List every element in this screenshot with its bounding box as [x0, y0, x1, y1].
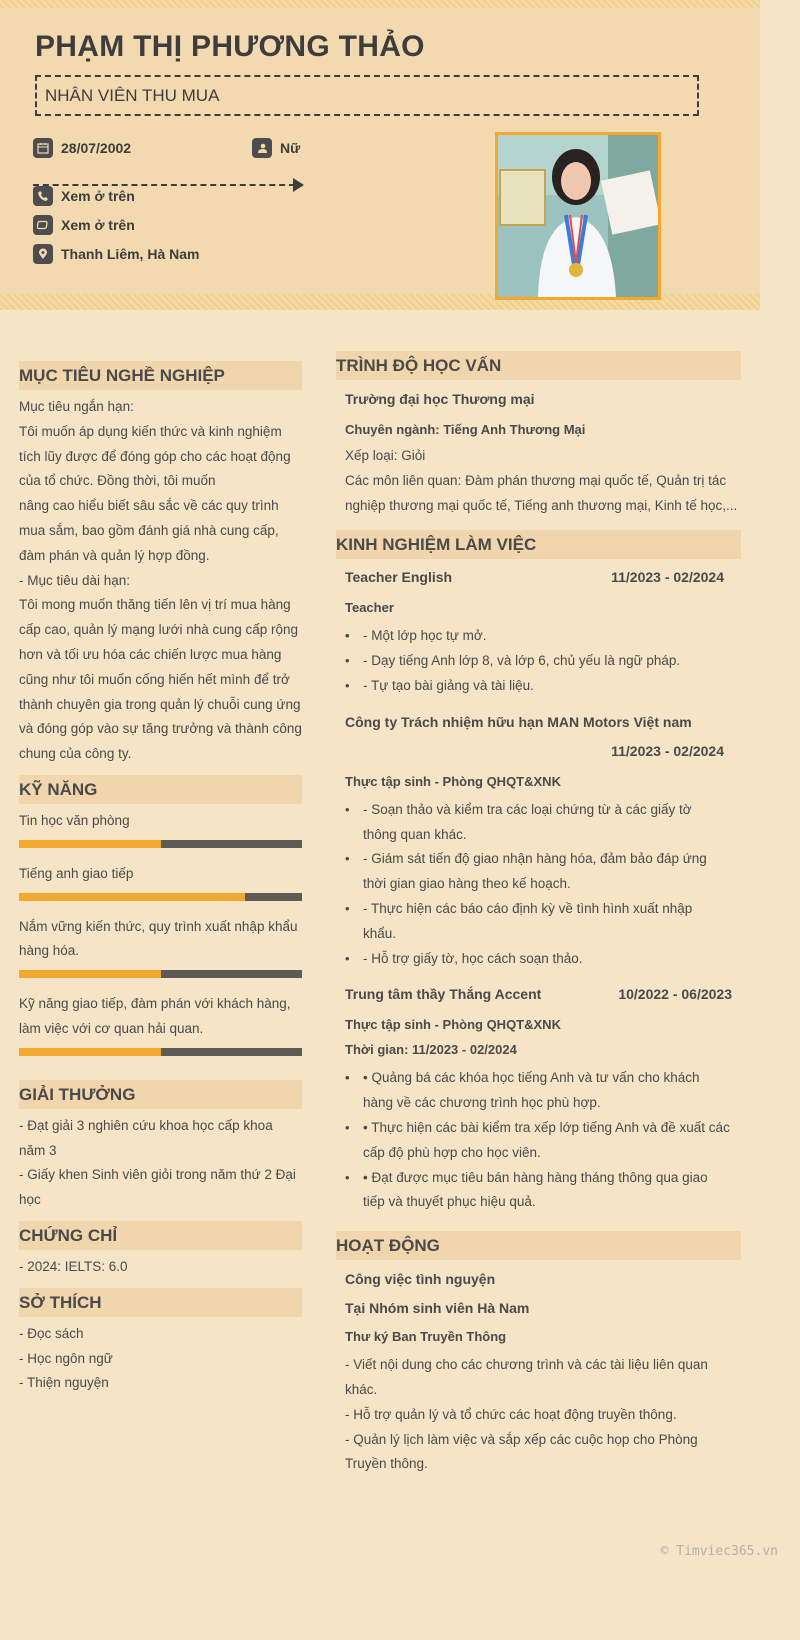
skill-bar-fill — [19, 1048, 161, 1056]
skill-bar — [19, 970, 302, 978]
education-title: TRÌNH ĐỘ HỌC VẤN — [336, 351, 741, 380]
activity-lines — [345, 1353, 724, 1477]
objective-line: - Mục tiêu dài hạn: — [19, 572, 131, 588]
skill-label: Kỹ năng giao tiếp, đàm phán với khách hàng, làm việc với cơ quan hải quan. — [19, 996, 291, 1036]
skill-bar-fill — [19, 893, 245, 901]
skill-bar-fill — [19, 970, 161, 978]
birthday-value: 28/07/2002 — [61, 140, 132, 156]
objective-line: và đóng góp vào sự tăng trưởng và thành công — [19, 721, 302, 737]
objective-line: Mục tiêu ngắn hạn: — [19, 399, 134, 414]
activity-line: - Hỗ trợ quản lý và tổ chức các hoạt động truyền thông. — [345, 1406, 677, 1422]
job-bullets — [345, 798, 724, 972]
job-bullets — [345, 624, 724, 698]
education-entry — [336, 388, 741, 518]
address-value: Thanh Liêm, Hà Nam — [61, 246, 200, 262]
job-bullets — [345, 1066, 732, 1215]
skill-bar — [19, 1048, 302, 1056]
job-bullet: • - Hỗ trợ giấy tờ, học cách soạn thảo. — [345, 947, 724, 972]
job-header — [345, 983, 732, 1005]
email-row — [33, 215, 135, 235]
job-header — [345, 566, 724, 588]
courses-line: Các môn liên quan: Đàm phán thương mại quốc tế, Quản trị tác — [345, 472, 727, 488]
activity-name: Công việc tình nguyện — [345, 1271, 496, 1288]
skill-label: Tiếng anh giao tiếp — [19, 865, 134, 881]
objective-text — [19, 395, 302, 767]
job-title: NHÂN VIÊN THU MUA — [35, 75, 699, 116]
skill-label: Tin học văn phòng — [19, 812, 130, 828]
activity-role: Thư ký Ban Truyền Thông — [345, 1329, 507, 1345]
objective-title: MỤC TIÊU NGHỀ NGHIỆP — [19, 361, 302, 390]
job-bullet: • - Soạn thảo và kiểm tra các loại chứng từ à các giấy tờ thông quan khác. — [345, 798, 724, 848]
hobby-item: - Học ngôn ngữ — [19, 1350, 113, 1366]
award-item: - Đạt giải 3 nghiên cứu khoa học cấp khoa năm 3 — [19, 1117, 273, 1158]
major: Chuyên ngành: Tiếng Anh Thương Mại — [345, 422, 586, 437]
job-date: 11/2023 - 02/2024 — [611, 742, 724, 759]
objective-line: đàm phán và quản lý hợp đồng. — [19, 547, 210, 563]
objective-line: thành chuyên gia trong quản lý chuỗi cung ứng — [19, 696, 301, 712]
gender-row — [252, 138, 300, 158]
job-role: Teacher — [345, 600, 394, 616]
company-name: Trung tâm thầy Thắng Accent — [345, 986, 542, 1003]
objective-line: của tổ chức. Đồng thời, tôi muốn — [19, 473, 216, 489]
activity-entry — [336, 1268, 741, 1477]
awards-title: GIẢI THƯỞNG — [19, 1080, 302, 1109]
job-bullet: • - Dạy tiếng Anh lớp 8, và lớp 6, chủ yếu là ngữ pháp. — [345, 649, 724, 674]
certificates-list — [19, 1255, 302, 1280]
location-icon — [33, 244, 53, 264]
job-role: Thực tập sinh - Phòng QHQT&XNK — [345, 1017, 561, 1033]
courses-line: nghiệp thương mại quốc tế, Tiếng anh thương mại, Kinh tế học,... — [345, 497, 738, 513]
job-date: 10/2022 - 06/2023 — [618, 986, 732, 1003]
header-panel — [0, 8, 760, 294]
objective-line: nâng cao hiểu biết sâu sắc về các quy trình — [19, 498, 279, 514]
skill-label: Nắm vững kiến thức, quy trình xuất nhập khẩu hàng hóa. — [19, 918, 298, 959]
divider-arrow-head — [293, 178, 304, 192]
job-role: Thực tập sinh - Phòng QHQT&XNK — [345, 773, 561, 789]
skills-list — [19, 809, 302, 1056]
job-time: Thời gian: 11/2023 - 02/2024 — [345, 1042, 517, 1058]
certificate-item: - 2024: IELTS: 6.0 — [19, 1258, 128, 1274]
skill-bar — [19, 893, 302, 901]
job-bullet: • - Giám sát tiến độ giao nhận hàng hóa, đảm bảo đáp ứng thời gian giao hàng theo kế hoạch. — [345, 847, 724, 897]
job-bullet: • • Đạt được mục tiêu bán hàng hàng tháng thông qua giao tiếp và thuyết phục hiệu quả. — [345, 1166, 732, 1216]
job-date: 11/2023 - 02/2024 — [611, 569, 724, 586]
email-value: Xem ở trên — [61, 217, 135, 233]
experience-title: KINH NGHIỆM LÀM VIỆC — [336, 530, 741, 559]
job-entry — [336, 566, 741, 698]
phone-icon — [33, 186, 53, 206]
activity-org: Tại Nhóm sinh viên Hà Nam — [345, 1300, 530, 1317]
job-bullet: • - Một lớp học tự mở. — [345, 624, 724, 649]
company-name: Công ty Trách nhiệm hữu hạn MAN Motors Việt nam — [345, 713, 692, 730]
hobbies-title: SỞ THÍCH — [19, 1288, 302, 1317]
grade: Xếp loại: Giỏi — [345, 448, 426, 463]
activity-line: - Quản lý lịch làm việc và sắp xếp các cuộc họp cho Phòng Truyền thông. — [345, 1431, 698, 1472]
hobby-item: - Thiện nguyện — [19, 1375, 109, 1391]
calendar-icon — [33, 138, 53, 158]
objective-line: tích lũy được để đóng góp cho các hoạt động — [19, 448, 291, 464]
skill-bar-fill — [19, 840, 161, 848]
activities-title: HOẠT ĐỘNG — [336, 1231, 741, 1260]
right-column — [336, 351, 741, 1477]
profile-photo — [495, 132, 661, 300]
awards-list — [19, 1114, 302, 1213]
job-bullet: • - Thực hiện các báo cáo định kỳ về tình hình xuất nhập khẩu. — [345, 897, 724, 947]
job-bullet: • • Thực hiện các bài kiểm tra xếp lớp tiếng Anh và đề xuất các cấp độ phù hợp cho học viên. — [345, 1116, 732, 1166]
cv-header — [0, 0, 760, 310]
objective-line: Tôi muốn áp dụng kiến thức và kinh nghiệm — [19, 423, 282, 439]
phone-value: Xem ở trên — [61, 188, 135, 204]
award-item: - Giấy khen Sinh viên giỏi trong năm thứ 2 Đại học — [19, 1167, 296, 1208]
candidate-name: PHẠM THỊ PHƯƠNG THẢO — [35, 30, 425, 63]
job-bullet: • • Quảng bá các khóa học tiếng Anh và tư vấn cho khách hàng về các chương trình học phù hợp. — [345, 1066, 732, 1116]
job-bullet: • - Tự tạo bài giảng và tài liệu. — [345, 674, 724, 699]
job-entry — [336, 711, 741, 972]
objective-line: hơn và tối ưu hóa các chiến lược mua hàng — [19, 646, 282, 662]
left-column — [19, 361, 302, 1396]
objective-line: mua sắm, bao gồm đánh giá nhà cung cấp, — [19, 522, 279, 538]
address-row — [33, 244, 199, 264]
skills-title: KỸ NĂNG — [19, 775, 302, 804]
objective-line: chung của công ty. — [19, 746, 132, 762]
watermark: © Timviec365.vn — [660, 1544, 778, 1559]
gender-icon — [252, 138, 272, 158]
certificates-title: CHỨNG CHỈ — [19, 1221, 302, 1250]
hobbies-list — [19, 1322, 302, 1396]
objective-line: cũng như tôi muốn cống hiến hết mình để trở — [19, 671, 290, 687]
company-name: Teacher English — [345, 569, 453, 586]
phone-row — [33, 186, 135, 206]
objective-line: Tôi mong muốn thăng tiến lên vị trí mua hàng — [19, 597, 291, 613]
school-name: Trường đại học Thương mại — [345, 391, 535, 407]
gender-value: Nữ — [280, 140, 301, 156]
skill-bar — [19, 840, 302, 848]
email-icon — [33, 215, 53, 235]
activity-line: - Viết nội dung cho các chương trình và các tài liệu liên quan khác. — [345, 1357, 708, 1397]
objective-line: cấp cao, quản lý mạng lưới nhà cung cấp rộng — [19, 622, 299, 638]
hobby-item: - Đọc sách — [19, 1325, 84, 1341]
job-entry — [336, 983, 741, 1215]
birthday-row — [33, 138, 131, 158]
